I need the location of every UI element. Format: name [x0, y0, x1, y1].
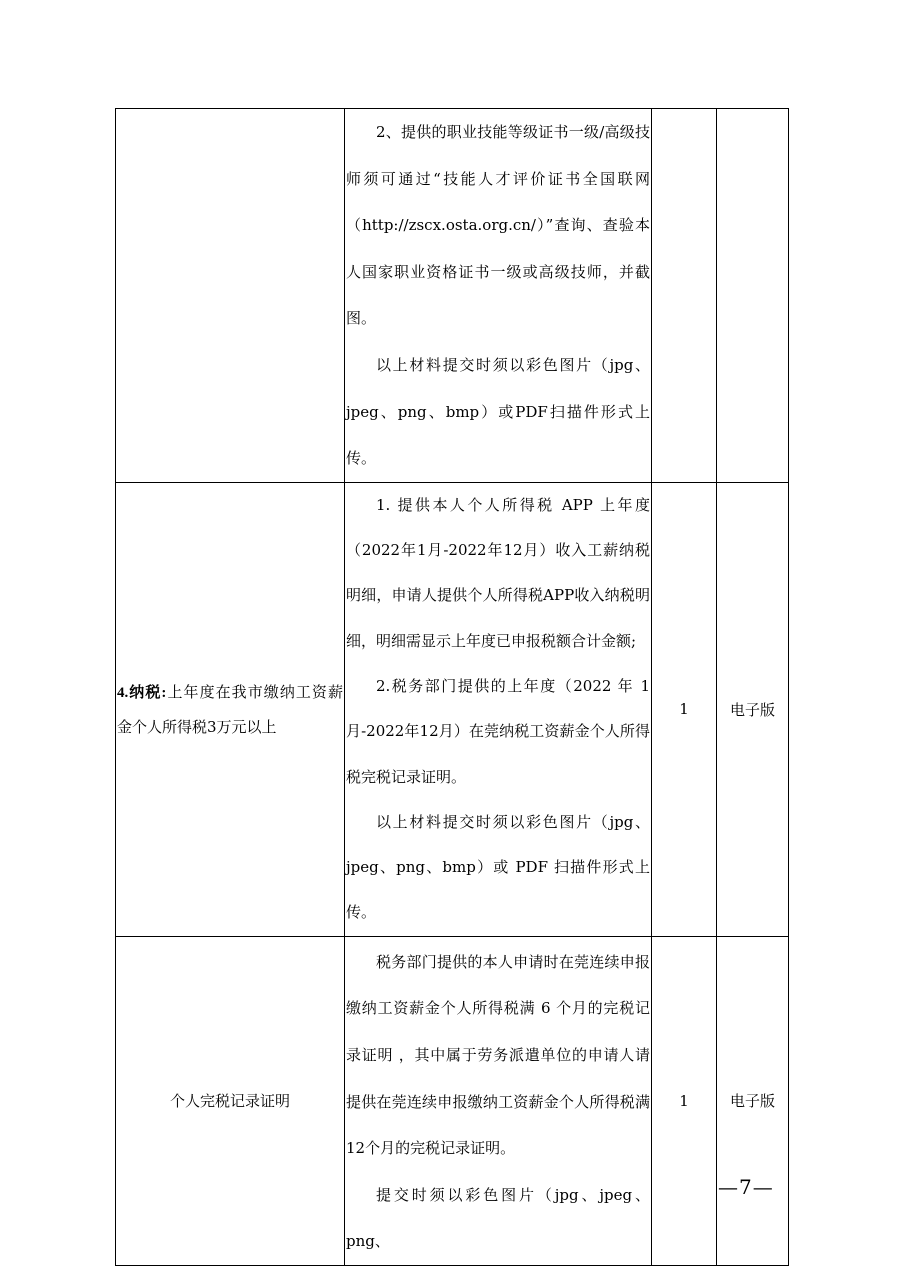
format-cell [717, 109, 789, 483]
materials-paragraph: 以上材料提交时须以彩色图片（jpg、jpeg、png、bmp）或PDF扫描件形式上传。 [346, 355, 650, 468]
materials-table [115, 108, 789, 1266]
materials-paragraph: 2、提供的职业技能等级证书一级/高级技师须可通过“技能人才评价证书全国联网（http://zscx.osta.org.cn/）”查询、查验本人国家职业资格证书一级或高级技师，并截图。 [346, 123, 650, 328]
materials-paragraph: 以上材料提交时须以彩色图片（jpg、jpeg、png、bmp）或 PDF 扫描件形式上传。 [346, 812, 650, 922]
materials-cell [345, 482, 652, 936]
table-row [116, 936, 789, 1265]
requirement-cell [116, 109, 345, 483]
table-row [116, 482, 789, 936]
materials-paragraph: 税务部门提供的本人申请时在莞连续申报缴纳工资薪金个人所得税满 6 个月的完税记录证明 ，其中属于劳务派遣单位的申请人请提供在莞连续申报缴纳工资薪金个人所得税满12个月的完税记录证明。 [346, 952, 650, 1158]
materials-paragraph: 2.税务部门提供的上年度（2022 年 1月-2022年12月）在莞纳税工资薪金个人所得税完税记录证明。 [346, 676, 650, 786]
requirement-cell [116, 482, 345, 936]
requirement-cell: 个人完税记录证明 [116, 936, 345, 1265]
format-cell: 电子版 [717, 482, 789, 936]
page-number: —7— [718, 1175, 774, 1199]
requirement-heading: 4.纳税: [117, 684, 167, 701]
materials-cell [345, 936, 652, 1265]
materials-paragraph: 提交时须以彩色图片（jpg、jpeg、png、 [346, 1185, 650, 1251]
requirement-text: 上年度在我市缴纳工资薪金个人所得税3万元以上 [117, 682, 343, 736]
count-cell: 1 [652, 482, 717, 936]
materials-paragraph: 1. 提供本人个人所得税 APP 上年度（2022年1月-2022年12月）收入工薪纳税明细，申请人提供个人所得税APP收入纳税明细，明细需显示上年度已申报税额合计金额; [346, 495, 650, 650]
table-row [116, 109, 789, 483]
count-cell: 1 [652, 936, 717, 1265]
format-cell: 电子版 [717, 936, 789, 1265]
count-cell [652, 109, 717, 483]
materials-cell [345, 109, 652, 483]
